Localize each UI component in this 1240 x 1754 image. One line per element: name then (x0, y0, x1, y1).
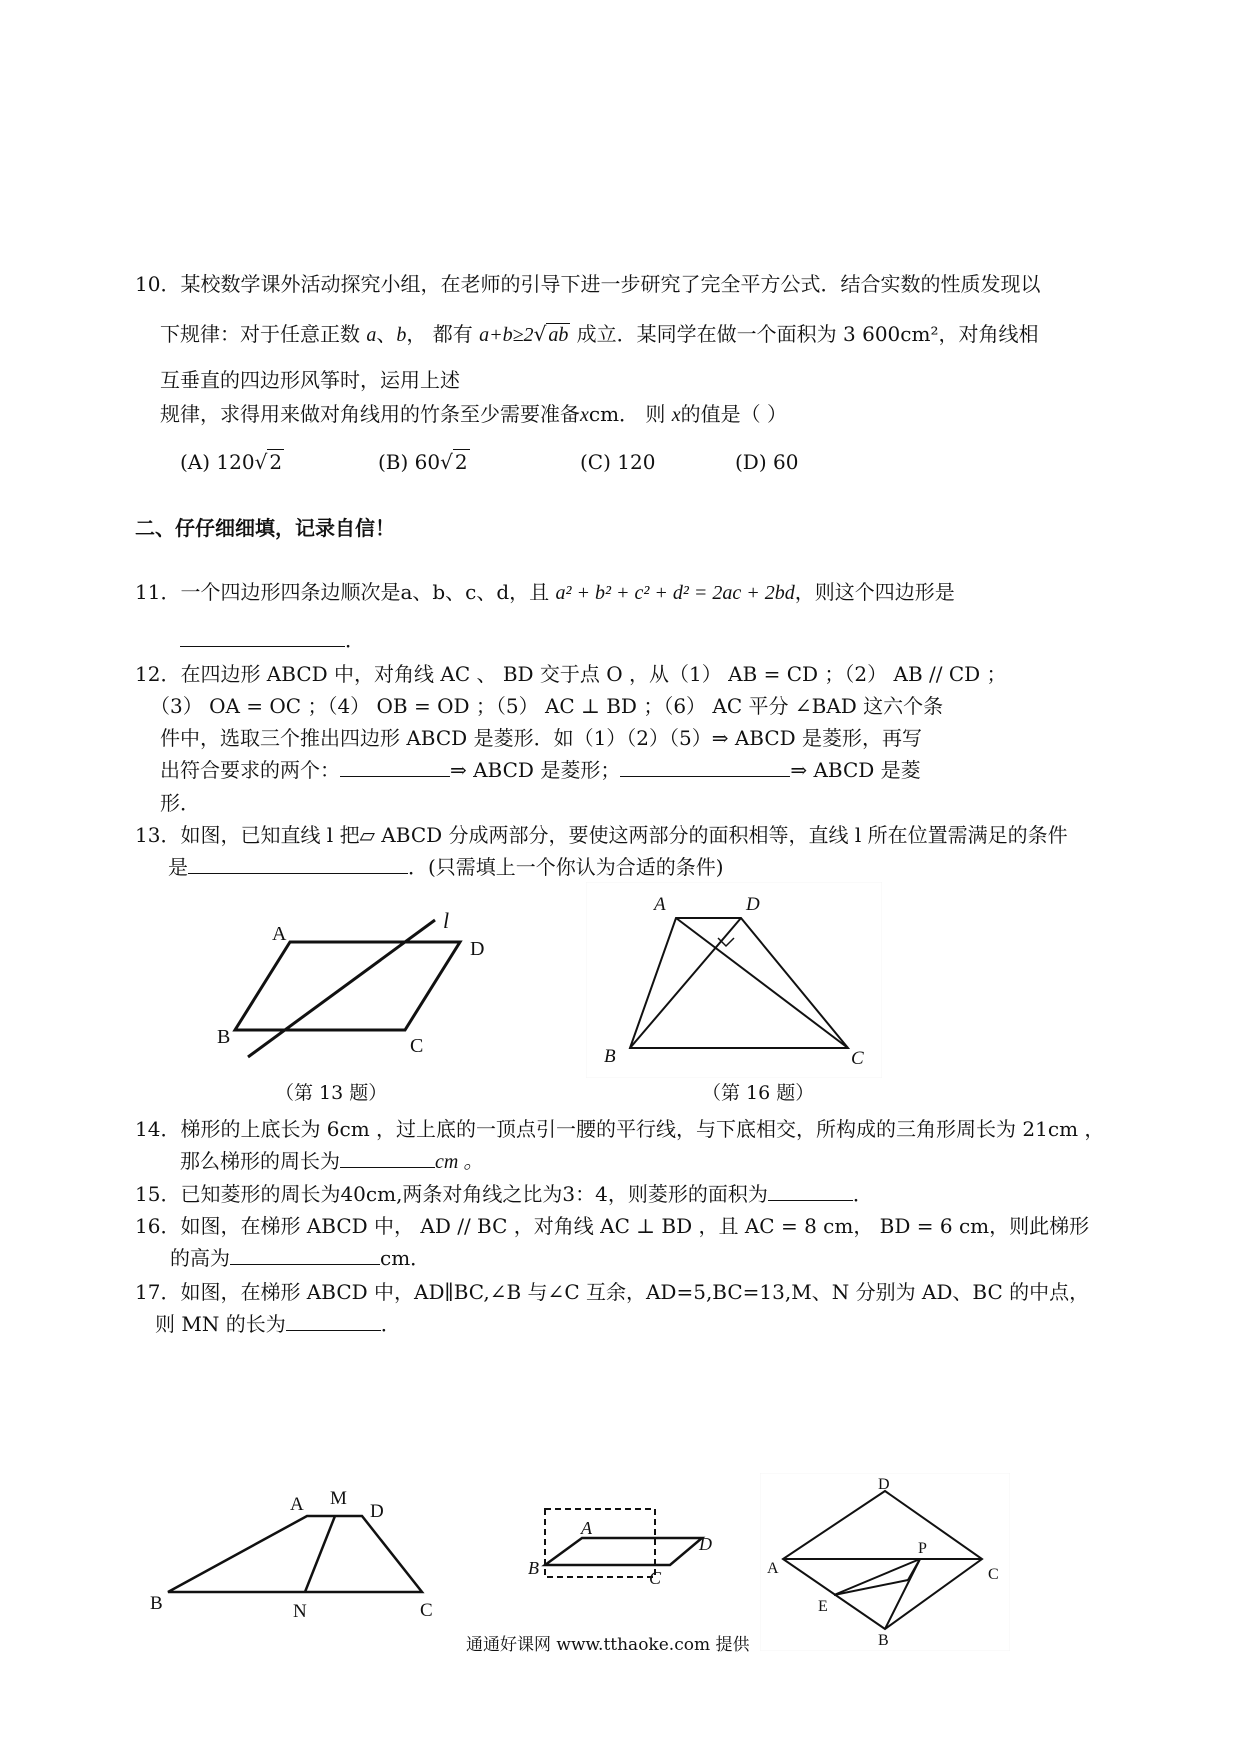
label-c: C (649, 1568, 662, 1588)
answer-blank[interactable] (620, 755, 790, 777)
sqrt-ab: √ ab (533, 322, 569, 346)
q10-number: 10． (135, 272, 181, 296)
label-d: D (878, 1476, 890, 1493)
q10-option-c: (C) 120 (580, 450, 656, 474)
label-c: C (988, 1566, 999, 1583)
figure-parallelogram-rectangle (525, 1495, 725, 1595)
label-a: A (290, 1494, 304, 1515)
answer-blank[interactable] (286, 1309, 381, 1331)
label-m: M (330, 1488, 347, 1509)
label-p: P (918, 1540, 927, 1557)
q12-line3: 件中，选取三个推出四边形 ABCD 是菱形．如（1）（2）（5）⇒ ABCD 是菱形，再写 (160, 726, 923, 750)
label-a: A (581, 1518, 592, 1538)
label-b: B (878, 1632, 889, 1649)
answer-blank[interactable] (188, 852, 408, 874)
q12-line4: 出符合要求的两个： ⇒ ABCD 是菱形； ⇒ ABCD 是菱 (160, 754, 921, 783)
q10-line2: 下规律：对于任意正数 a、b， 都有 a+b≥2√ ab 成立．某同学在做一个面积为 3 600cm²，对角线相 (160, 322, 1039, 346)
label-e: E (818, 1598, 828, 1615)
label-d: D (470, 938, 485, 960)
answer-blank[interactable] (340, 755, 450, 777)
q17-line2: 则 MN 的长为 ． (155, 1308, 401, 1337)
q17-line1: 17．如图，在梯形 ABCD 中，AD∥BC,∠B 与∠C 互余，AD=5,BC=13,M、N 分别为 AD、BC 的中点， (135, 1280, 1090, 1304)
q11-equation: a² + b² + c² + d² = 2ac + 2bd (555, 582, 795, 604)
q10-option-b: (B) 60√ 2 (378, 450, 468, 474)
q11-line2: ． (180, 624, 365, 653)
q10-option-a: (A) 120√ 2 (180, 450, 283, 474)
q10-line1: 10．某校数学课外活动探究小组，在老师的引导下进一步研究了完全平方公式．结合实数的性质发现以 (135, 272, 1041, 296)
q12-line5: 形． (160, 791, 200, 815)
answer-blank[interactable] (180, 625, 345, 647)
answer-blank[interactable] (340, 1146, 435, 1168)
q13-line1: 13．如图，已知直线 l 把▱ ABCD 分成两部分，要使这两部分的面积相等，直线 l 所在位置需满足的条件 (135, 823, 1068, 847)
label-d: D (699, 1534, 712, 1554)
label-b: B (217, 1026, 231, 1048)
q10-line4: 规律，求得用来做对角线用的竹条至少需要准备xcm． 则 x的值是（ ） (160, 402, 788, 426)
dashed-rectangle (545, 1509, 655, 1577)
segment-mn (305, 1516, 335, 1592)
label-l: l (443, 908, 450, 933)
figure-rhombus (760, 1473, 1010, 1651)
parallelogram-shape (235, 942, 460, 1030)
label-c: C (410, 1035, 424, 1057)
footer-text: 通通好课网 www.tthaoke.com 提供 (466, 1635, 750, 1655)
label-c: C (851, 1048, 864, 1069)
trapezoid-shape (168, 1516, 422, 1592)
label-a: A (272, 923, 287, 945)
label-b: B (604, 1046, 616, 1067)
q12-line2: （3） OA = OC ；（4） OB = OD ；（5） AC ⊥ BD ；（6） AC 平分 ∠BAD 这六个条 (150, 694, 944, 718)
q10-option-d: (D) 60 (735, 450, 799, 474)
label-a: A (767, 1560, 779, 1577)
q15-line1: 15．已知菱形的周长为40cm,两条对角线之比为3：4，则菱形的面积为 ． (135, 1178, 873, 1207)
figure-16-caption: （第 16 题） (702, 1082, 815, 1104)
q13-line2: 是 ．(只需填上一个你认为合适的条件) (168, 851, 724, 880)
label-a: A (654, 894, 666, 915)
figure-17 (140, 1480, 460, 1620)
label-d: D (746, 894, 760, 915)
answer-blank[interactable] (768, 1179, 853, 1201)
label-b: B (528, 1558, 539, 1578)
answer-blank[interactable] (230, 1243, 380, 1265)
q10-line3: 互垂直的四边形风筝时，运用上述 (160, 368, 460, 392)
label-n: N (293, 1601, 307, 1620)
figure-13 (200, 900, 500, 1075)
q16-line2: 的高为 cm． (170, 1242, 430, 1271)
parallelogram-shape (545, 1538, 702, 1565)
q14-line2: 那么梯形的周长为 cm 。 (180, 1145, 483, 1174)
figure-16 (586, 882, 882, 1078)
q14-line1: 14．梯形的上底长为 6cm ，过上底的一顶点引一腰的平行线，与下底相交，所构成的三角形周长为 21cm ， (135, 1117, 1105, 1141)
label-d: D (370, 1501, 384, 1522)
label-c: C (420, 1600, 433, 1620)
section-title: 二、仔仔细细填，记录自信！ (135, 516, 395, 540)
q12-line1: 12．在四边形 ABCD 中，对角线 AC 、 BD 交于点 O ，从（1） AB = CD ；（2） AB // CD ； (135, 662, 1007, 686)
q11-line1: 11．一个四边形四条边顺次是a、b、c、d，且 a² + b² + c² + d² = 2ac + 2bd，则这个四边形是 (135, 580, 955, 604)
q16-line1: 16．如图，在梯形 ABCD 中， AD // BC ，对角线 AC ⊥ BD ，且 AC = 8 cm， BD = 6 cm，则此梯形 (135, 1214, 1090, 1238)
figure-13-caption: （第 13 题） (275, 1082, 388, 1104)
label-b: B (150, 1593, 163, 1614)
